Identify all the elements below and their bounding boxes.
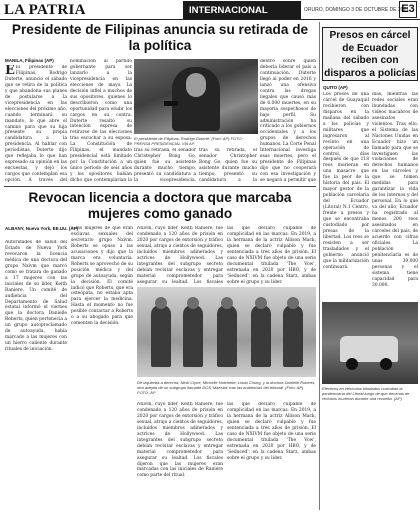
photo-face <box>186 73 206 97</box>
ecuador-col-a: Los presos de una cárcel de Guayaquil recibieron con disparos en la mañana del sábado a los policías y militares que ingresaron al recinto en una operación de control, días después de que 118 reos murieran en una masacre que fue la peor de la historia del país. El mayor gestor de la población carcelaria del Ecuador (Litoral) N.1 Centro, frente a presos y que se encontraba custodiado por presas de la libertad. Los reos se resisten a ser trasladados y el gobierno anunció que la militarización continuará. <box>323 92 369 270</box>
photo-nxivm-women <box>137 287 316 377</box>
photo-caption-ecuador: Efectivos en vehículos blindados custodian la penitenciaría del Litoral luego de que decenas de reclusos murieran durante una revuelta. (AP) <box>322 386 410 401</box>
photo-duterte <box>134 59 258 134</box>
photo-figure <box>251 305 271 367</box>
photo-face <box>221 297 233 309</box>
photo-figure <box>217 305 237 367</box>
nxivm-col-4b: las que declaró culpable de complicidad en las marcas. En 2019, a la hermana de la actriz Allison Mack, quien se declaró culpable y fue sentenciada a tres años de prisión. El caso de NXIVM fue objeto de una serie documental titulada 'The Vow', estrenada en 2020 por HBO, y de 'Seduced', en la cadena Starz, ambas sobre el grupo y su líder. <box>227 402 316 461</box>
article-col-1: E El presidente de Filipinas, Rodrigo Duterte, anunció el sábado que se retira de la política y que abandona sus planes de postularse a la vicepresidencia en las elecciones del próximo año, cuando terminará su mandato, lo que abre el camino para que su hija presente su propia candidatura a la presidencia. Al hablar con periodistas, Duterte dijo que reflejaba lo que han expresado su opinión en las encuestas, y dejó los cargos que contemplan esa opción. A través del <box>5 65 67 183</box>
nxivm-col-4: las que declaró culpable de complicidad en las marcas. En 2019, a la hermana de la actriz Allison Mack, quien se declaró culpable y fue sentenciada a tres años de prisión. El caso de NXIVM fue objeto de una serie documental titulada 'The Vow', estrenada en 2020 por HBO, y de 'Seduced', en la cadena Starz, ambas sobre el grupo y su líder. <box>227 226 316 284</box>
headline-ecuador: Presos en cárcel de Ecuador reciben con disparos a policías <box>322 27 418 81</box>
photo-ecuador-prison <box>322 302 418 384</box>
photo-caption-nxivm: De izquierda a derecha, Nicki Clyne, Michelle Hatchette, Linda Chung, y la doctora Danielle Roberts, otra adepta de un subgrupo llamado DOS 'Maestra' tras las audiencias del tribunal. (Foto: AP) FOTO: AP <box>137 380 316 396</box>
headline-duterte: Presidente de Filipinas anuncia su retirada de la política <box>11 22 309 53</box>
wheel-shape <box>380 358 392 370</box>
byline-albany: ALBANY, Nueva York, EE.UU. (AP) <box>5 226 79 231</box>
masthead <box>0 0 420 20</box>
dropcap: E <box>5 65 15 78</box>
ecuador-col-b: días, mientras las redes sociales eran inundadas con videos macabros de asesinatos violentos. Tras ello, el Sistema de las Naciones Unidas en Ecuador hizo un llamado para que se investiguen las violaciones de derechos humanos en las cárceles y que se tomen medidas para garantizar la vida de los internos y del personal. En lo que va del año, Ecuador ha registrado al menos 200 reos asesinados en cárceles del país, de acuerdo con cifras oficiales. La población penitenciaria es de unas 39.000 personas y el sistema tiene capacidad para 30.000. <box>372 92 418 288</box>
dateline: ORURO, DOMINGO 3 DE OCTUBRE DE 2021 <box>304 7 410 13</box>
nxivm-col-3: Nxivm, cuyo líder, Keith Raniere, fue condenado a 120 años de prisión en 2020 por cargos de extorsión y tráfico sexual, atrajo a cientos de seguidores, incluidos miembros adinerados y actrices de Hollywood. Las integrantes del subgrupo secreto debían reclutar esclavas y entregar material comprometedor para asegurar su lealtad. Los fiscales <box>137 226 223 284</box>
photo-face <box>255 297 267 309</box>
article-col-4: dentro sobre quien debería liderar el país a continuación. Duterte llegó al poder en 2016 y lanzó una ofensiva contra las drogas ilegales que causó más de 6.000 muertes, en su mayoría sospechosos de bajo perfil. Su administración ha criticado a los gobiernos occidentales y a los grupos de derechos humanos. La Corte Penal Internacional investiga esas muertes, pero el presidente de Filipinas dijo que no cooperará con esa investigación y se negará a permitir que <box>260 59 316 183</box>
nxivm-col-3b: Nxivm, cuyo líder, Keith Raniere, fue condenado a 120 años de prisión en 2020 por cargos de extorsión y tráfico sexual, atrajo a cientos de seguidores, incluidos miembros adinerados y actrices de Hollywood. Las integrantes del subgrupo secreto debían reclutar esclavas y entregar material comprometedor para asegurar su lealtad. Los fiscales dijeron que las mujeres eran marcadas con las iniciales de Raniere como parte del ritual. <box>137 402 223 479</box>
photo-caption-duterte: El presidente de Filipinas, Rodrigo Duterte. (Foto: AP) FOTO: PRENSA PRESIDENCIAL VÍA AP <box>134 136 243 146</box>
article-col-3: tras su retirada, el senador Christopher Bong Go, quien fue su asistente durante mucho tiempo, presentó su candidatura a la vicepresidencia. <box>134 148 196 183</box>
section-label: INTERNACIONAL <box>183 1 301 19</box>
story-divider <box>4 186 316 187</box>
photo-figure <box>151 305 171 367</box>
page-number: E3 <box>399 1 417 18</box>
photo-face <box>187 297 199 309</box>
byline-quito: QUITO (AP) <box>323 85 348 90</box>
wheel-shape <box>346 358 358 370</box>
headline-nxivm: Revocan licencia a doctora que marcaba mujeres como ganado <box>28 190 292 221</box>
article-col-2: nominación al partido gobernante para ser lanzarlo a la vicepresidencia en las elecciones de mayo. La decisión infiel a muchos de sus opositores, quienes lo describieron como una oportunidad para eludir los cargos en su contra. Duterte resaltó su intención expresa de retirarse de las elecciones tras escuchar a su esposa. La Constitución de Filipinas, el mandato presidencial está limitado por la Constitución a un único periodo de seis años y los opositores habían dicho que contemplarían la <box>70 59 132 183</box>
newspaper-logo: LA PATRIA <box>4 2 86 18</box>
photo-face <box>287 297 299 309</box>
nxivm-col-2: a las mujeres de que eran esclavas sexuales del secretario grupo Nxivm. Roberts se opuso a las acusaciones y dijo que la marca era voluntaria. Roberts se aprovechó de su posición médica y del grupo de autoayuda, según la decisión. El comité indicó que Roberts, que era osteópata, no estaba apta para ejercer la medicina. Hasta el momento no fue posible contactar a Roberts o a su abogado para que comenten la decisión. <box>71 226 133 327</box>
photo-face <box>155 297 167 309</box>
byline-manila: MANILA, Filipinas (AP) <box>5 58 54 63</box>
article-col-3b: tras su retirada, el senador Christopher Bong Go, quien fue su asistente durante mucho tiempo, presentó su candidatura a la <box>199 148 257 183</box>
nxivm-col-1: Autoridades de salud del Estado de Nueva York revocaron la licencia médica de una doctora del grupo Nxivm que marcó como se tratara de ganado a 17 mujeres con las iniciales de su líder, Keith Raniere. Un comité de audiencia del Departamento de Salud estatal informó el viernes que la doctora Danielle Roberts, quien pertenecía a un grupo autoproclamado de autoayuda, había marcado a las mujeres con un hierro caliente durante rituales de iniciación. <box>5 240 67 353</box>
photo-figure <box>283 305 303 367</box>
column-rule <box>319 22 320 510</box>
microphone-shape <box>164 101 178 106</box>
photo-figure <box>183 305 203 367</box>
